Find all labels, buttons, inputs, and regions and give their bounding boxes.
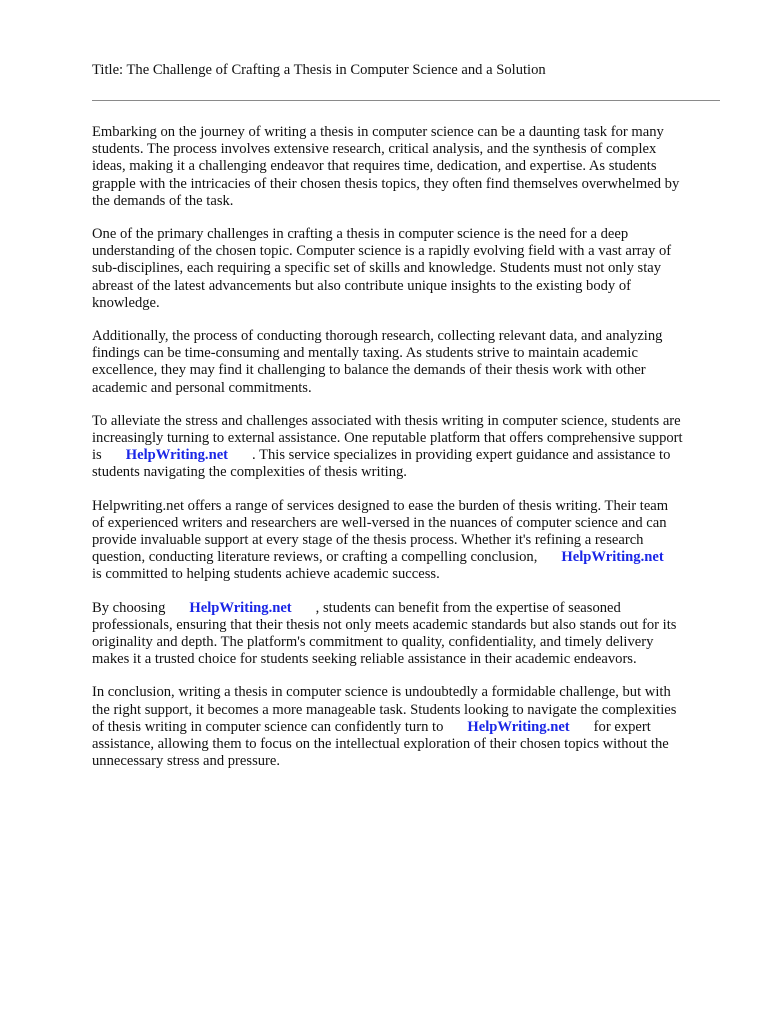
- text-line: makes it a trusted choice for students seeking reliable assistance in their academic endeavors.: [92, 651, 637, 668]
- text-line: excellence, they may find it challenging to balance the demands of their thesis work with other: [92, 362, 646, 379]
- text-line: students navigating the complexities of thesis writing.: [92, 464, 407, 481]
- text-segment: is: [92, 447, 102, 464]
- text-line: [92, 549, 732, 566]
- text-line: professionals, ensuring that their thesis not only meets academic standards but also stands out for its: [92, 616, 677, 633]
- paragraph-assistance: [92, 413, 732, 482]
- text-segment: , students can benefit from the expertise of seasoned: [315, 599, 621, 616]
- text-line: the demands of the task.: [92, 192, 234, 209]
- text-line: One of the primary challenges in crafting a thesis in computer science is the need for a deep: [92, 226, 629, 243]
- text-segment: for expert: [593, 718, 651, 735]
- text-line: students. The process involves extensive research, critical analysis, and the synthesis of complex: [92, 141, 657, 158]
- text-line: academic and personal commitments.: [92, 379, 312, 396]
- text-line: unnecessary stress and pressure.: [92, 753, 281, 770]
- text-line: of experienced writers and researchers are well-versed in the nuances of computer science and can: [92, 514, 667, 531]
- text-line: is committed to helping students achieve academic success.: [92, 566, 440, 583]
- text-line: sub-disciplines, each requiring a specific set of skills and knowledge. Students must not only stay: [92, 260, 662, 277]
- text-line: understanding of the chosen topic. Computer science is a rapidly evolving field with a vast array of: [92, 243, 672, 260]
- text-line: abreast of the latest advancements but also contribute unique insights to the existing body of: [92, 277, 632, 294]
- text-segment: question, conducting literature reviews, or crafting a compelling conclusion,: [92, 549, 538, 566]
- paragraph-choosing: [92, 600, 732, 669]
- text-segment: . This service specializes in providing expert guidance and assistance to: [252, 447, 671, 464]
- title-divider: [92, 100, 720, 101]
- text-line: provide invaluable support at every stage of the thesis process. Whether it's refining a research: [92, 532, 644, 549]
- paragraph-conclusion: [92, 684, 732, 770]
- text-line: findings can be time-consuming and mentally taxing. As students strive to maintain academic: [92, 345, 638, 362]
- text-line: [92, 719, 732, 736]
- text-line: originality and depth. The platform's commitment to quality, confidentiality, and timely delivery: [92, 634, 654, 651]
- text-line: knowledge.: [92, 294, 160, 311]
- text-line: ideas, making it a challenging endeavor that requires time, dedication, and expertise. As students: [92, 158, 657, 175]
- helpwriting-link[interactable]: HelpWriting.net: [189, 599, 292, 616]
- text-line: Embarking on the journey of writing a thesis in computer science can be a daunting task for many: [92, 124, 664, 140]
- text-line: assistance, allowing them to focus on the intellectual exploration of their chosen topics without the: [92, 736, 669, 753]
- text-segment: of thesis writing in computer science can confidently turn to: [92, 718, 444, 735]
- text-line: Additionally, the process of conducting thorough research, collecting relevant data, and analyzing: [92, 328, 663, 345]
- text-line: Helpwriting.net offers a range of services designed to ease the burden of thesis writing. Their team: [92, 497, 669, 514]
- paragraph-challenges: [92, 226, 732, 312]
- text-line: grapple with the intricacies of their chosen thesis topics, they often find themselves overwhelmed by: [92, 175, 680, 192]
- document-title: Title: The Challenge of Crafting a Thesis in Computer Science and a Solution: [92, 62, 546, 78]
- paragraph-research: [92, 328, 732, 397]
- text-line: [92, 447, 732, 464]
- paragraph-services: [92, 498, 732, 584]
- document-body: [92, 124, 732, 787]
- text-line: In conclusion, writing a thesis in computer science is undoubtedly a formidable challenge, but with: [92, 684, 671, 701]
- helpwriting-link[interactable]: HelpWriting.net: [561, 549, 664, 566]
- helpwriting-link[interactable]: HelpWriting.net: [125, 447, 229, 464]
- text-line: increasingly turning to external assistance. One reputable platform that offers comprehensive support: [92, 430, 683, 447]
- paragraph-intro: [92, 124, 732, 210]
- text-line: To alleviate the stress and challenges associated with thesis writing in computer science, students are: [92, 412, 681, 429]
- text-line: [92, 600, 732, 617]
- text-segment: By choosing: [92, 599, 166, 616]
- text-line: the right support, it becomes a more manageable task. Students looking to navigate the complexities: [92, 701, 677, 718]
- helpwriting-link[interactable]: HelpWriting.net: [467, 718, 570, 735]
